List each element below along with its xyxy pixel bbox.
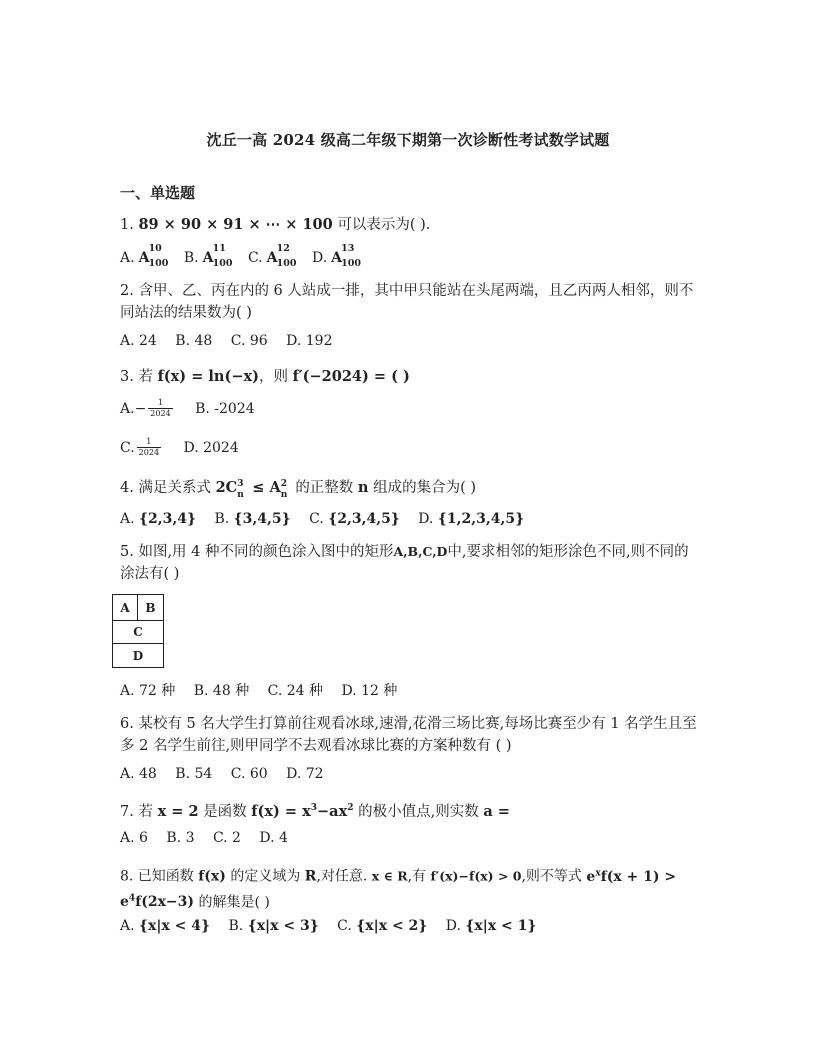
cell-c: C	[113, 621, 163, 644]
cell-a: A	[113, 595, 138, 621]
question-4: 4. 满足关系式 2C 3 n ≤ A 2 n 的正整数 n 组成的集合为( )	[120, 479, 477, 500]
question-3-options-row2	[120, 437, 239, 458]
question-6-options	[120, 766, 338, 782]
option-d: D. 12 种	[341, 683, 398, 699]
option-d: D. 2024	[183, 439, 239, 456]
option-d: D. 72	[286, 766, 324, 782]
option-a: A.− $\frac{1}{2024}$	[120, 398, 171, 418]
question-3: 3. 若 f(x) = ln(−x)，则 f′(−2024) = ( )	[120, 368, 410, 385]
option-c: C. 2	[212, 830, 241, 846]
option-d: D. 192	[286, 333, 333, 349]
option-c: C. 24 种	[267, 683, 324, 699]
option-b: B. 3	[166, 830, 195, 846]
question-8-options	[120, 918, 550, 934]
option-a: A. {x|x < 4}	[120, 918, 211, 934]
option-b: B. {3,4,5}	[214, 511, 291, 527]
option-c: C. 96	[230, 333, 268, 349]
cell-b: B	[138, 595, 163, 621]
option-b: B. 48	[175, 333, 213, 349]
option-a: A. {2,3,4}	[120, 511, 196, 527]
question-7: 7. 若 x = 2 是函数 $f(x) = x^3-ax^2$ 的极小值点,则实数 a =	[120, 802, 510, 820]
option-c: C. $\frac{1}{2024}$	[120, 437, 160, 457]
option-c: C. 60	[230, 766, 268, 782]
question-4-options	[120, 511, 538, 527]
option-c: C. {2,3,4,5}	[309, 511, 400, 527]
option-c: C. A 12 100	[247, 243, 297, 269]
question-5: 5. 如图,用 4 种不同的颜色涂入图中的矩形A,B,C,D中,要求相邻的矩形涂色不同,则不同的涂法有( )	[120, 544, 689, 582]
cell-d: D	[132, 648, 144, 663]
option-a: A. 72 种	[120, 683, 176, 699]
option-d: D. {1,2,3,4,5}	[418, 511, 525, 527]
question-2-options	[120, 333, 347, 349]
option-d: D. A 13 100	[311, 243, 361, 269]
question-5-options	[120, 680, 411, 700]
question-1-options	[120, 243, 372, 269]
option-d: D. {x|x < 1}	[445, 918, 537, 934]
question-1: 1. 89 × 90 × 91 × ⋯ × 100 可以表示为( ).	[120, 216, 431, 233]
option-a: A. 24	[120, 333, 157, 349]
option-d: D. 4	[259, 830, 288, 846]
option-b: B. {x|x < 3}	[228, 918, 319, 934]
option-a: A. 48	[120, 766, 157, 782]
question-3-options-row1	[120, 398, 255, 419]
option-b: B. A 11 100	[183, 243, 233, 269]
option-b: B. 54	[175, 766, 213, 782]
option-a: A. A 10 100	[120, 243, 169, 269]
page-title: 沈丘一高 2024 级高二年级下期第一次诊断性考试数学试题	[206, 131, 610, 149]
question-2: 2. 含甲、乙、丙在内的 6 人站成一排，其中甲只能站在头尾两端，且乙丙两人相邻，则不同站法的结果数为( )	[120, 283, 694, 321]
section-heading: 一、单选题	[120, 184, 196, 202]
q1-expression: 89 × 90 × 91 × ⋯ × 100	[138, 216, 333, 233]
question-8: 8. 已知函数 f(x) 的定义域为 R,对任意. x ∈ R,有 f′(x)−f(x) > 0,则不等式 $e^xf(x + 1)$ > $e^4f(2x-3)$ 的解集是( )	[120, 868, 677, 911]
question-6: 6. 某校有 5 名大学生打算前往观看冰球,速滑,花滑三场比赛,每场比赛至少有 1 名学生且至多 2 名学生前往,则甲同学不去观看冰球比赛的方案种数有 ( )	[120, 716, 697, 754]
option-b: B. 48 种	[193, 683, 250, 699]
option-a: A. 6	[120, 830, 148, 846]
rectangle-diagram	[112, 594, 164, 668]
option-b: B. -2024	[195, 400, 255, 417]
option-c: C. {x|x < 2}	[337, 918, 428, 934]
question-7-options	[120, 830, 302, 846]
